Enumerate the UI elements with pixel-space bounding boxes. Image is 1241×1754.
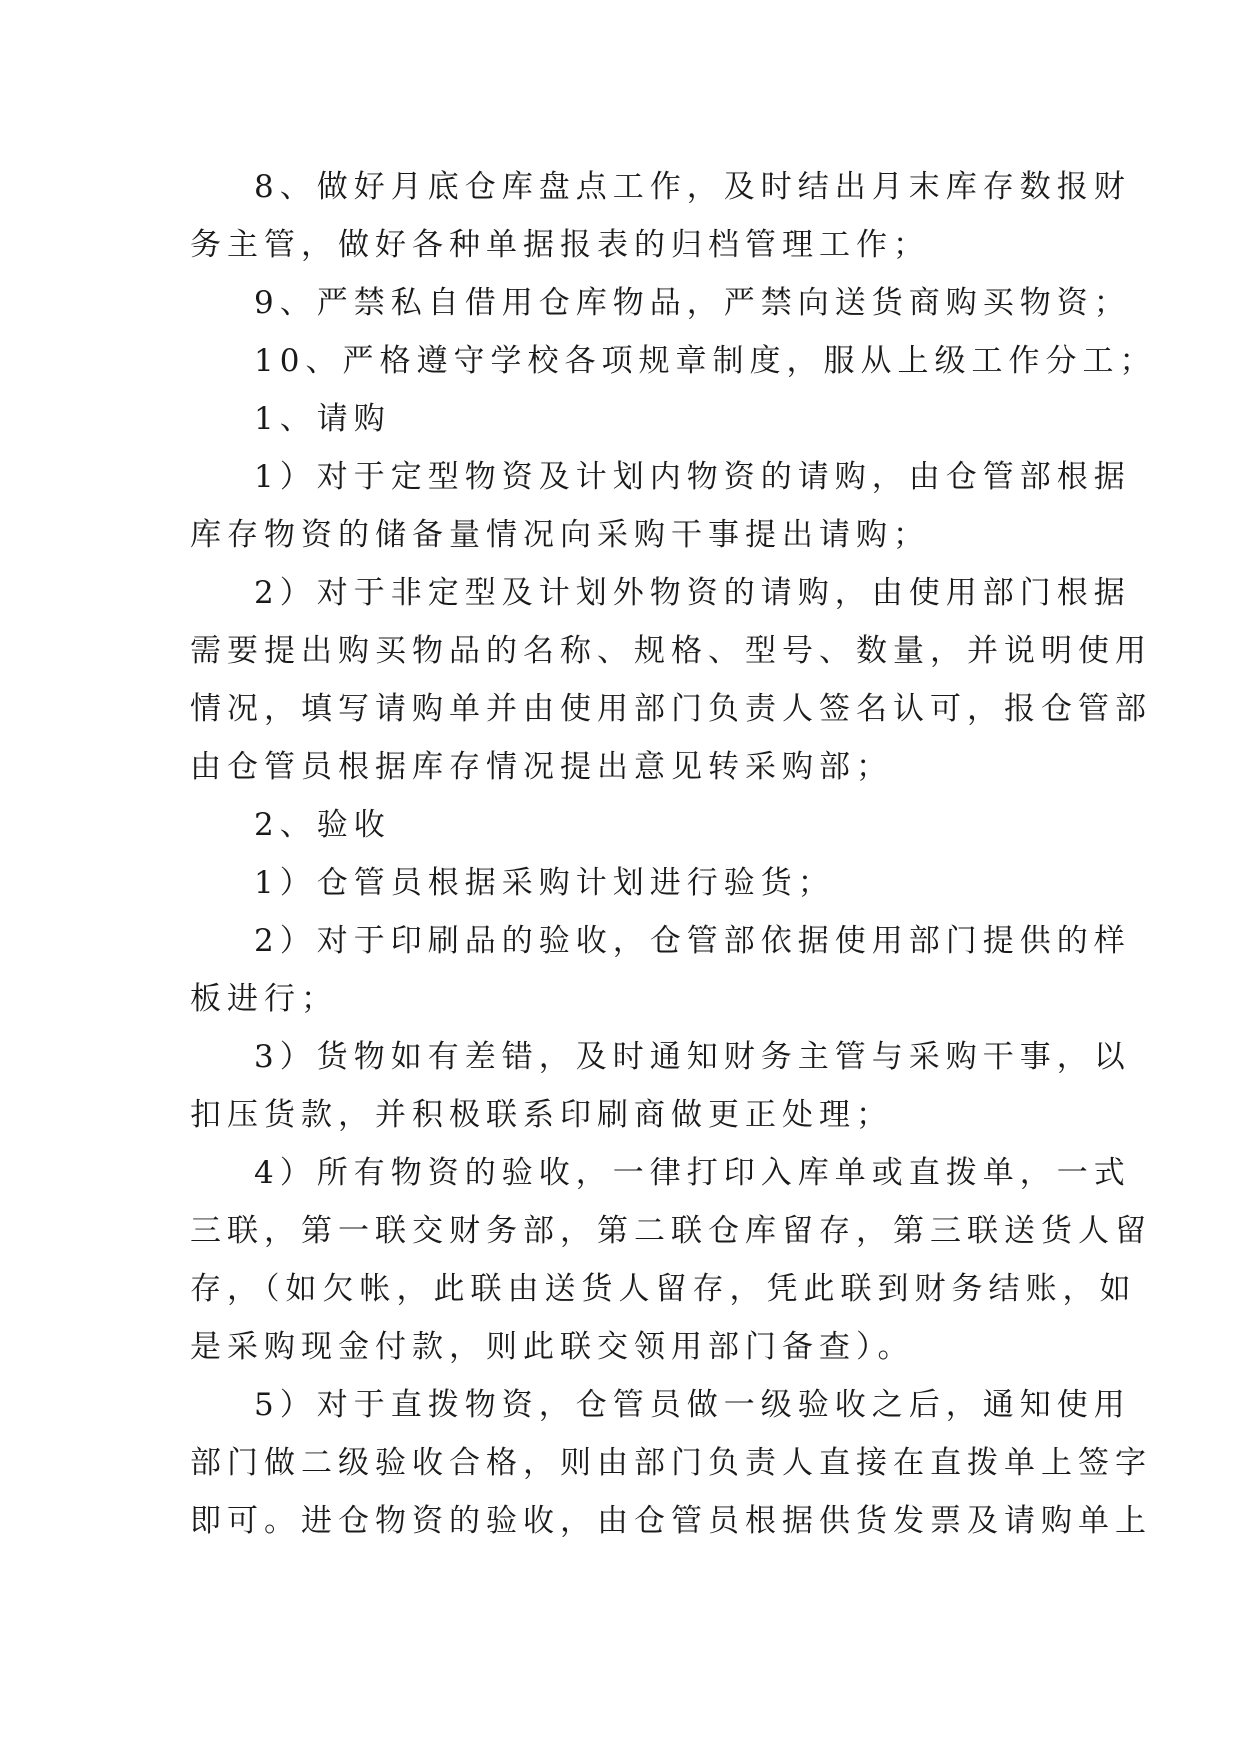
paragraph-line: 9、严禁私自借用仓库物品，严禁向送货商购买物资； [254,285,1131,321]
paragraph-line: 1）对于定型物资及计划内物资的请购，由仓管部根据 [254,459,1131,495]
paragraph-line: 5）对于直拨物资，仓管员做一级验收之后，通知使用 [254,1387,1131,1423]
paragraph-line: 1）仓管员根据采购计划进行验货； [254,865,835,901]
section-heading: 2、验收 [254,807,391,843]
paragraph-line: 2）对于非定型及计划外物资的请购，由使用部门根据 [254,575,1131,611]
document-body [190,158,1157,1550]
paragraph-line: 务主管，做好各种单据报表的归档管理工作； [190,227,930,263]
section-heading: 1、请购 [254,401,391,437]
paragraph-line: 由仓管员根据库存情况提出意见转采购部； [190,749,893,785]
paragraph-line: 需要提出购买物品的名称、规格、型号、数量，并说明使用 [190,633,1152,669]
paragraph-line: 存，（如欠帐，此联由送货人留存，凭此联到财务结账，如 [190,1271,1137,1307]
paragraph-line: 部门做二级验收合格，则由部门负责人直接在直拨单上签字 [190,1445,1152,1481]
paragraph-line: 扣压货款，并积极联系印刷商做更正处理； [190,1097,893,1133]
paragraph-line: 4）所有物资的验收，一律打印入库单或直拨单，一式 [254,1155,1131,1191]
paragraph-line: 即可。进仓物资的验收，由仓管员根据供货发票及请购单上 [190,1503,1152,1539]
paragraph-line: 情况，填写请购单并由使用部门负责人签名认可，报仓管部 [190,691,1152,727]
paragraph-line: 三联，第一联交财务部，第二联仓库留存，第三联送货人留 [190,1213,1152,1249]
paragraph-line: 10、严格遵守学校各项规章制度，服从上级工作分工； [254,343,1157,379]
paragraph-line: 板进行； [190,981,338,1017]
paragraph-line: 2）对于印刷品的验收，仓管部依据使用部门提供的样 [254,923,1131,959]
paragraph-line: 是采购现金付款，则此联交领用部门备查）。 [190,1329,915,1365]
paragraph-line: 8、做好月底仓库盘点工作，及时结出月末库存数报财 [254,169,1131,205]
paragraph-line: 库存物资的储备量情况向采购干事提出请购； [190,517,930,553]
paragraph-line: 3）货物如有差错，及时通知财务主管与采购干事，以 [254,1039,1131,1075]
